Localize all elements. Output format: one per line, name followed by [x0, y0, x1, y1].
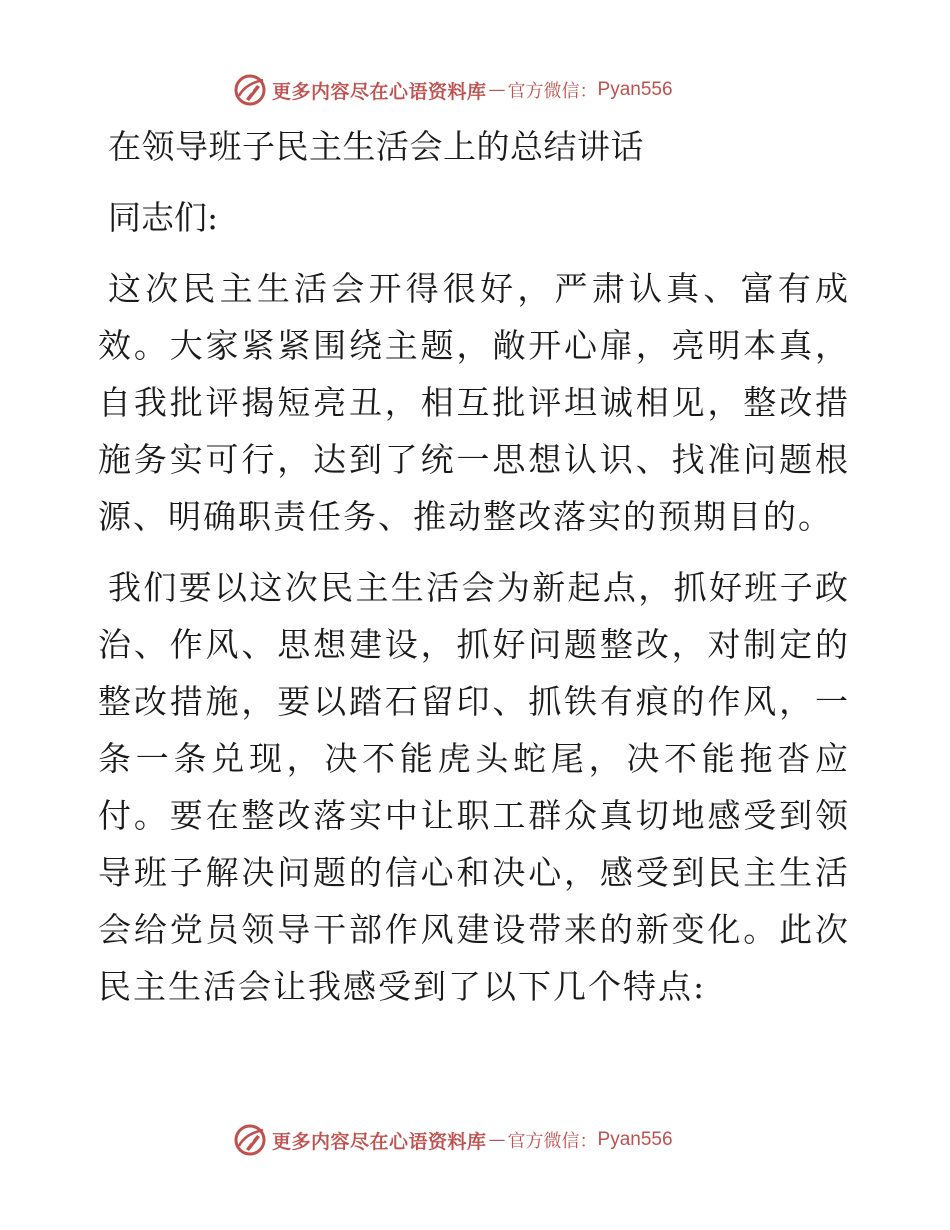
- banner-separator: —: [488, 80, 506, 100]
- banner-site-text: 更多内容尽在心语资料库: [272, 1130, 487, 1153]
- pen-swirl-logo-icon: [232, 72, 268, 108]
- document-body: [98, 118, 850, 1015]
- paragraph-2: 我们要以这次民主生活会为新起点，抓好班子政治、作风、思想建设，抓好问题整改，对制定的整改措施，要以踏石留印、抓铁有痕的作风，一条一条兑现，决不能虎头蛇尾，决不能拖沓应付。要在整改落实中让职工群众真切地感受到领导班子解决问题的信心和决心，感受到民主生活会给党员领导干部作风建设带来的新变化。此次民主生活会让我感受到了以下几个特点:: [98, 568, 850, 1006]
- banner-wechat-id: Pyan556: [597, 1129, 673, 1150]
- banner-site-text: 更多内容尽在心语资料库: [272, 80, 487, 103]
- banner-separator: —: [488, 1130, 506, 1150]
- banner-wechat-id: Pyan556: [597, 79, 673, 100]
- document-title: 在领导班子民主生活会上的总结讲话: [108, 127, 644, 166]
- header-banner: [232, 70, 673, 110]
- salutation: 同志们:: [108, 198, 219, 237]
- pen-swirl-logo-icon: [232, 1122, 268, 1158]
- footer-banner: [232, 1120, 673, 1160]
- paragraph-1: 这次民主生活会开得很好，严肃认真、富有成效。大家紧紧围绕主题，敞开心扉，亮明本真，自我批评揭短亮丑，相互批评坦诚相见，整改措施务实可行，达到了统一思想认识、找准问题根源、明确职责任务、推动整改落实的预期目的。: [98, 269, 850, 536]
- banner-wechat-label: 官方微信：: [507, 1131, 598, 1152]
- banner-wechat-label: 官方微信：: [507, 81, 598, 102]
